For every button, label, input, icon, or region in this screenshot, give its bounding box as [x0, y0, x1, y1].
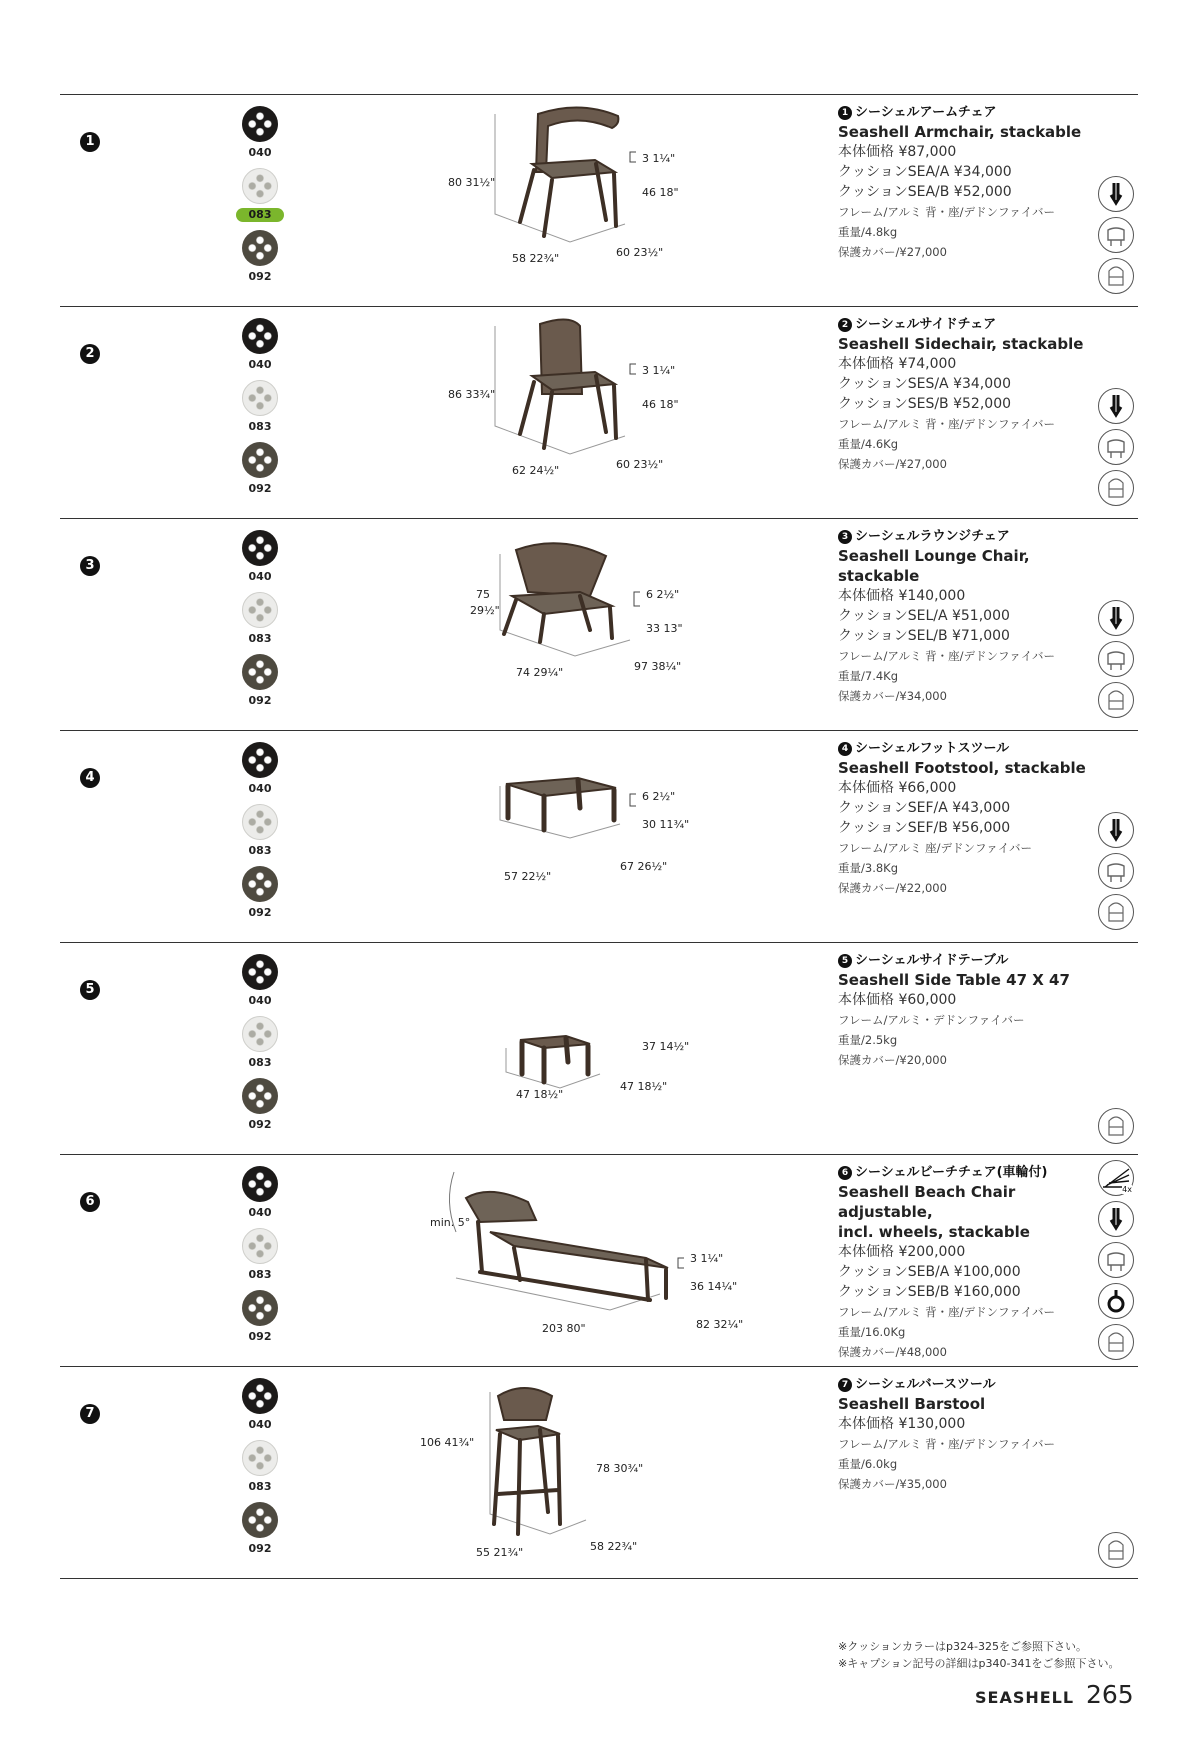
product-row [0, 520, 1200, 732]
product-name-en: Seashell Footstool, stackable [838, 759, 1086, 777]
product-title-ja: シーシェルラウンジチェア [855, 529, 1010, 544]
weave-pattern-icon [242, 530, 278, 566]
color-swatch[interactable] [236, 168, 286, 230]
spec-line: 保護カバー/¥34,000 [838, 689, 947, 703]
color-swatch[interactable] [236, 1502, 286, 1564]
recline-label: 4x [1122, 1185, 1132, 1194]
cover-icon [1098, 1532, 1134, 1568]
dim-recline-angle: min. 5° [430, 1216, 471, 1229]
dim-width: 47 18½" [516, 1088, 564, 1101]
spec-line: フレーム/アルミ 背・座/デドンファイバー [838, 1437, 1056, 1451]
color-swatch[interactable] [236, 230, 286, 292]
product-name-ja [838, 316, 1108, 334]
swatch-code: 040 [248, 358, 272, 371]
color-swatch[interactable] [236, 442, 286, 504]
product-illustration [500, 778, 620, 838]
color-swatch[interactable] [236, 1228, 286, 1290]
color-swatches [236, 742, 286, 928]
product-figure [420, 1374, 820, 1574]
weave-pattern-icon [242, 1228, 278, 1264]
product-name-en: Seashell Sidechair, stackable [838, 335, 1084, 353]
weave-pattern-icon [242, 318, 278, 354]
product-number-inline: 2 [838, 318, 852, 332]
weave-pattern-icon [242, 1290, 278, 1326]
product-name-en: Seashell Armchair, stackable [838, 123, 1082, 141]
swatch-code: 040 [248, 782, 272, 795]
footnote: ※キャプション記号の詳細はp340-341をご参照下さい。 [838, 1657, 1120, 1670]
spec-line: 重量/16.0Kg [838, 1325, 906, 1339]
cover-icon [1098, 682, 1134, 718]
color-swatches [236, 530, 286, 716]
price-line: クッションSES/B ¥52,000 [838, 396, 1012, 412]
dim-width: 74 29¼" [516, 666, 564, 679]
product-title-ja: シーシェルフットスツール [855, 741, 1010, 756]
color-swatch[interactable] [236, 742, 286, 804]
cushion-icon [1098, 1242, 1134, 1278]
dim-depth: 97 38¼" [634, 660, 682, 673]
dim-height: 106 41¾" [420, 1436, 475, 1449]
product-number: 4 [80, 768, 100, 788]
product-name-ja [838, 1164, 1108, 1182]
stack-icon [1098, 600, 1134, 636]
spec-line: フレーム/アルミ 背・座/デドンファイバー [838, 1305, 1056, 1319]
product-row [0, 732, 1200, 944]
feature-icons [1098, 1532, 1136, 1573]
price-line: クッションSEL/B ¥71,000 [838, 628, 1010, 644]
dim-seat-height: 36 14¼" [690, 1280, 738, 1293]
product-specs [838, 528, 1108, 706]
footnotes [838, 1638, 1138, 1672]
dim-depth: 60 23½" [616, 246, 664, 259]
swatch-code: 083 [248, 1480, 272, 1493]
color-swatch[interactable] [236, 1166, 286, 1228]
dim-cushion: 6 2½" [642, 790, 676, 803]
weave-pattern-icon [242, 442, 278, 478]
cover-icon [1098, 894, 1134, 930]
dimension-diagram [420, 1162, 820, 1362]
product-number: 5 [80, 980, 100, 1000]
wheel-icon [1098, 1283, 1134, 1319]
price-line: クッションSEA/A ¥34,000 [838, 164, 1012, 180]
weave-pattern-icon [242, 742, 278, 778]
swatch-code: 083 [236, 208, 284, 222]
product-name-ja [838, 104, 1108, 122]
product-number-inline: 1 [838, 106, 852, 120]
dim-cushion: 3 1¼" [642, 364, 676, 377]
feature-icons [1098, 1108, 1136, 1149]
swatch-code: 040 [248, 994, 272, 1007]
weave-pattern-icon [242, 380, 278, 416]
spec-line: フレーム/アルミ・デドンファイバー [838, 1013, 1025, 1027]
color-swatch[interactable] [236, 530, 286, 592]
price-line: 本体価格 ¥140,000 [838, 588, 966, 604]
dim-width: 62 24½" [512, 464, 560, 477]
color-swatch[interactable] [236, 1378, 286, 1440]
product-figure [420, 526, 820, 726]
dim-height: 86 33¾" [448, 388, 496, 401]
dim-seat-height: 46 18" [642, 398, 679, 411]
color-swatches [236, 954, 286, 1140]
product-row [0, 308, 1200, 520]
product-title-ja: シーシェルアームチェア [855, 105, 997, 120]
spec-line: 重量/7.4Kg [838, 669, 899, 683]
product-name-ja [838, 740, 1108, 758]
swatch-code: 040 [248, 1418, 272, 1431]
product-number: 6 [80, 1192, 100, 1212]
dim-cushion: 3 1¼" [642, 152, 676, 165]
product-number: 7 [80, 1404, 100, 1424]
weave-pattern-icon [242, 1166, 278, 1202]
product-name-en: Seashell Side Table 47 X 47 [838, 971, 1070, 989]
price-line: クッションSEB/A ¥100,000 [838, 1264, 1021, 1280]
product-figure [420, 314, 820, 514]
dimension-diagram [420, 1374, 820, 1574]
product-illustration [495, 319, 625, 454]
product-illustration [495, 107, 625, 242]
swatch-code: 092 [248, 694, 272, 707]
spec-line: フレーム/アルミ 背・座/デドンファイバー [838, 649, 1056, 663]
weave-pattern-icon [242, 1502, 278, 1538]
cushion-icon [1098, 217, 1134, 253]
color-swatch[interactable] [236, 866, 286, 928]
product-name-ja [838, 528, 1108, 546]
cushion-icon [1098, 853, 1134, 889]
price-line: 本体価格 ¥60,000 [838, 992, 957, 1008]
product-row [0, 1156, 1200, 1368]
dim-width: 203 80" [542, 1322, 586, 1335]
dim-depth: 60 23½" [616, 458, 664, 471]
cushion-icon [1098, 641, 1134, 677]
product-number: 1 [80, 132, 100, 152]
color-swatch[interactable] [236, 954, 286, 1016]
product-illustration [500, 543, 630, 656]
dim-depth: 47 18½" [620, 1080, 668, 1093]
color-swatch[interactable] [236, 654, 286, 716]
spec-line: フレーム/アルミ 背・座/デドンファイバー [838, 205, 1056, 219]
color-swatch[interactable] [236, 804, 286, 866]
swatch-code: 092 [248, 1330, 272, 1343]
spec-line: 保護カバー/¥27,000 [838, 245, 947, 259]
feature-icons [1098, 388, 1136, 511]
dimension-diagram [420, 738, 820, 938]
price-line: クッションSEB/B ¥160,000 [838, 1284, 1021, 1300]
product-number: 3 [80, 556, 100, 576]
price-line: 本体価格 ¥200,000 [838, 1244, 966, 1260]
dim-height: 80 31½" [448, 176, 496, 189]
dim-depth: 67 26½" [620, 860, 668, 873]
color-swatch[interactable] [236, 318, 286, 380]
product-figure [420, 950, 820, 1150]
spec-line: 重量/4.6Kg [838, 437, 899, 451]
price-line: クッションSES/A ¥34,000 [838, 376, 1011, 392]
price-line: クッションSEL/A ¥51,000 [838, 608, 1010, 624]
color-swatches [236, 1378, 286, 1564]
product-specs [838, 952, 1108, 1070]
stack-icon [1098, 812, 1134, 848]
product-name-ja [838, 1376, 1108, 1394]
spec-line: フレーム/アルミ 座/デドンファイバー [838, 841, 1033, 855]
dimension-diagram [420, 102, 820, 302]
recline-icon [1098, 1160, 1134, 1196]
weave-pattern-icon [242, 168, 278, 204]
price-line: クッションSEA/B ¥52,000 [838, 184, 1012, 200]
product-specs [838, 1376, 1108, 1494]
color-swatch[interactable] [236, 592, 286, 654]
cover-icon [1098, 1324, 1134, 1360]
feature-icons [1098, 600, 1136, 723]
color-swatch[interactable] [236, 1078, 286, 1140]
price-line: 本体価格 ¥66,000 [838, 780, 957, 796]
dim-width: 58 22¾" [512, 252, 560, 265]
swatch-code: 092 [248, 1118, 272, 1131]
product-title-ja: シーシェルサイドテーブル [855, 953, 1009, 968]
weave-pattern-icon [242, 1378, 278, 1414]
swatch-code: 092 [248, 1542, 272, 1555]
product-number-inline: 6 [838, 1166, 852, 1180]
price-line: 本体価格 ¥87,000 [838, 144, 957, 160]
cover-icon [1098, 258, 1134, 294]
weave-pattern-icon [242, 866, 278, 902]
swatch-code: 083 [248, 1056, 272, 1069]
section-rule [60, 94, 1138, 95]
product-number-inline: 4 [838, 742, 852, 756]
product-specs [838, 740, 1108, 898]
dim-seat-height: 30 11¾" [642, 818, 690, 831]
product-title-ja: シーシェルサイドチェア [855, 317, 997, 332]
swatch-code: 083 [248, 420, 272, 433]
dim-height-inches: 29½" [470, 604, 500, 617]
spec-line: 保護カバー/¥35,000 [838, 1477, 947, 1491]
dim-depth: 58 22¾" [590, 1540, 638, 1553]
color-swatches [236, 1166, 286, 1352]
color-swatch[interactable] [236, 1016, 286, 1078]
dim-height: 75 [476, 588, 490, 601]
product-name-en: Seashell Barstool [838, 1395, 986, 1413]
weave-pattern-icon [242, 804, 278, 840]
product-figure [420, 738, 820, 938]
color-swatch[interactable] [236, 1290, 286, 1352]
product-name-ja [838, 952, 1108, 970]
product-title-ja: シーシェルバースツール [855, 1377, 996, 1392]
dim-cushion: 6 2½" [646, 588, 680, 601]
weave-pattern-icon [242, 654, 278, 690]
weave-pattern-icon [242, 106, 278, 142]
weave-pattern-icon [242, 230, 278, 266]
price-line: クッションSEF/A ¥43,000 [838, 800, 1011, 816]
color-swatches [236, 318, 286, 504]
weave-pattern-icon [242, 1016, 278, 1052]
swatch-code: 040 [248, 1206, 272, 1219]
product-figure [420, 1162, 820, 1362]
spec-line: 重量/6.0kg [838, 1457, 898, 1471]
dim-cushion: 3 1¼" [690, 1252, 724, 1265]
product-name-en-2: incl. wheels, stackable [838, 1223, 1030, 1241]
cover-icon [1098, 1108, 1134, 1144]
dimension-diagram [420, 314, 820, 514]
product-illustration [506, 1036, 600, 1088]
spec-line: 重量/2.5kg [838, 1033, 898, 1047]
swatch-code: 083 [248, 632, 272, 645]
spec-line: 重量/4.8kg [838, 225, 898, 239]
price-line: 本体価格 ¥74,000 [838, 356, 957, 372]
spec-line: 保護カバー/¥48,000 [838, 1345, 947, 1359]
stack-icon [1098, 1201, 1134, 1237]
product-illustration [490, 1388, 586, 1534]
stack-icon [1098, 388, 1134, 424]
swatch-code: 092 [248, 482, 272, 495]
dim-seat-height: 33 13" [646, 622, 683, 635]
swatch-code: 083 [248, 1268, 272, 1281]
product-number: 2 [80, 344, 100, 364]
footer-brand: SEASHELL [975, 1688, 1075, 1707]
cover-icon [1098, 470, 1134, 506]
stack-icon [1098, 176, 1134, 212]
footnote: ※クッションカラーはp324-325をご参照下さい。 [838, 1640, 1087, 1653]
product-number-inline: 7 [838, 1378, 852, 1392]
dim-depth: 82 32¼" [696, 1318, 744, 1331]
feature-icons [1098, 1160, 1136, 1365]
price-line: 本体価格 ¥130,000 [838, 1416, 966, 1432]
dim-seat-height: 78 30¾" [596, 1462, 644, 1475]
weave-pattern-icon [242, 954, 278, 990]
product-specs [838, 104, 1108, 262]
spec-line: 保護カバー/¥27,000 [838, 457, 947, 471]
product-name-en: Seashell Beach Chair adjustable, [838, 1183, 1016, 1221]
dim-seat-height: 46 18" [642, 186, 679, 199]
dimension-diagram [420, 526, 820, 726]
swatch-code: 092 [248, 270, 272, 283]
product-row [0, 96, 1200, 308]
weave-pattern-icon [242, 1440, 278, 1476]
swatch-code: 040 [248, 570, 272, 583]
product-row [0, 944, 1200, 1156]
product-number-inline: 5 [838, 954, 852, 968]
product-specs [838, 316, 1108, 474]
swatch-code: 040 [248, 146, 272, 159]
swatch-code: 083 [248, 844, 272, 857]
product-figure [420, 102, 820, 302]
page-number: 265 [1086, 1680, 1134, 1709]
spec-line: フレーム/アルミ 背・座/デドンファイバー [838, 417, 1056, 431]
cushion-icon [1098, 429, 1134, 465]
feature-icons [1098, 812, 1136, 935]
product-name-en: Seashell Lounge Chair, stackable [838, 547, 1030, 585]
product-number-inline: 3 [838, 530, 852, 544]
dimension-diagram [420, 950, 820, 1150]
product-illustration [449, 1172, 668, 1310]
color-swatches [236, 106, 286, 292]
dim-width: 55 21¾" [476, 1546, 524, 1559]
dim-height: 37 14½" [642, 1040, 690, 1053]
product-title-ja: シーシェルビーチチェア(車輪付) [855, 1165, 1048, 1180]
price-line: クッションSEF/B ¥56,000 [838, 820, 1011, 836]
product-specs [838, 1164, 1108, 1362]
spec-line: 保護カバー/¥22,000 [838, 881, 947, 895]
product-row [0, 1368, 1200, 1580]
weave-pattern-icon [242, 1078, 278, 1114]
spec-line: 重量/3.8Kg [838, 861, 899, 875]
color-swatch[interactable] [236, 1440, 286, 1502]
color-swatch[interactable] [236, 380, 286, 442]
dim-width: 57 22½" [504, 870, 552, 883]
weave-pattern-icon [242, 592, 278, 628]
spec-line: 保護カバー/¥20,000 [838, 1053, 947, 1067]
feature-icons [1098, 176, 1136, 299]
swatch-code: 092 [248, 906, 272, 919]
color-swatch[interactable] [236, 106, 286, 168]
